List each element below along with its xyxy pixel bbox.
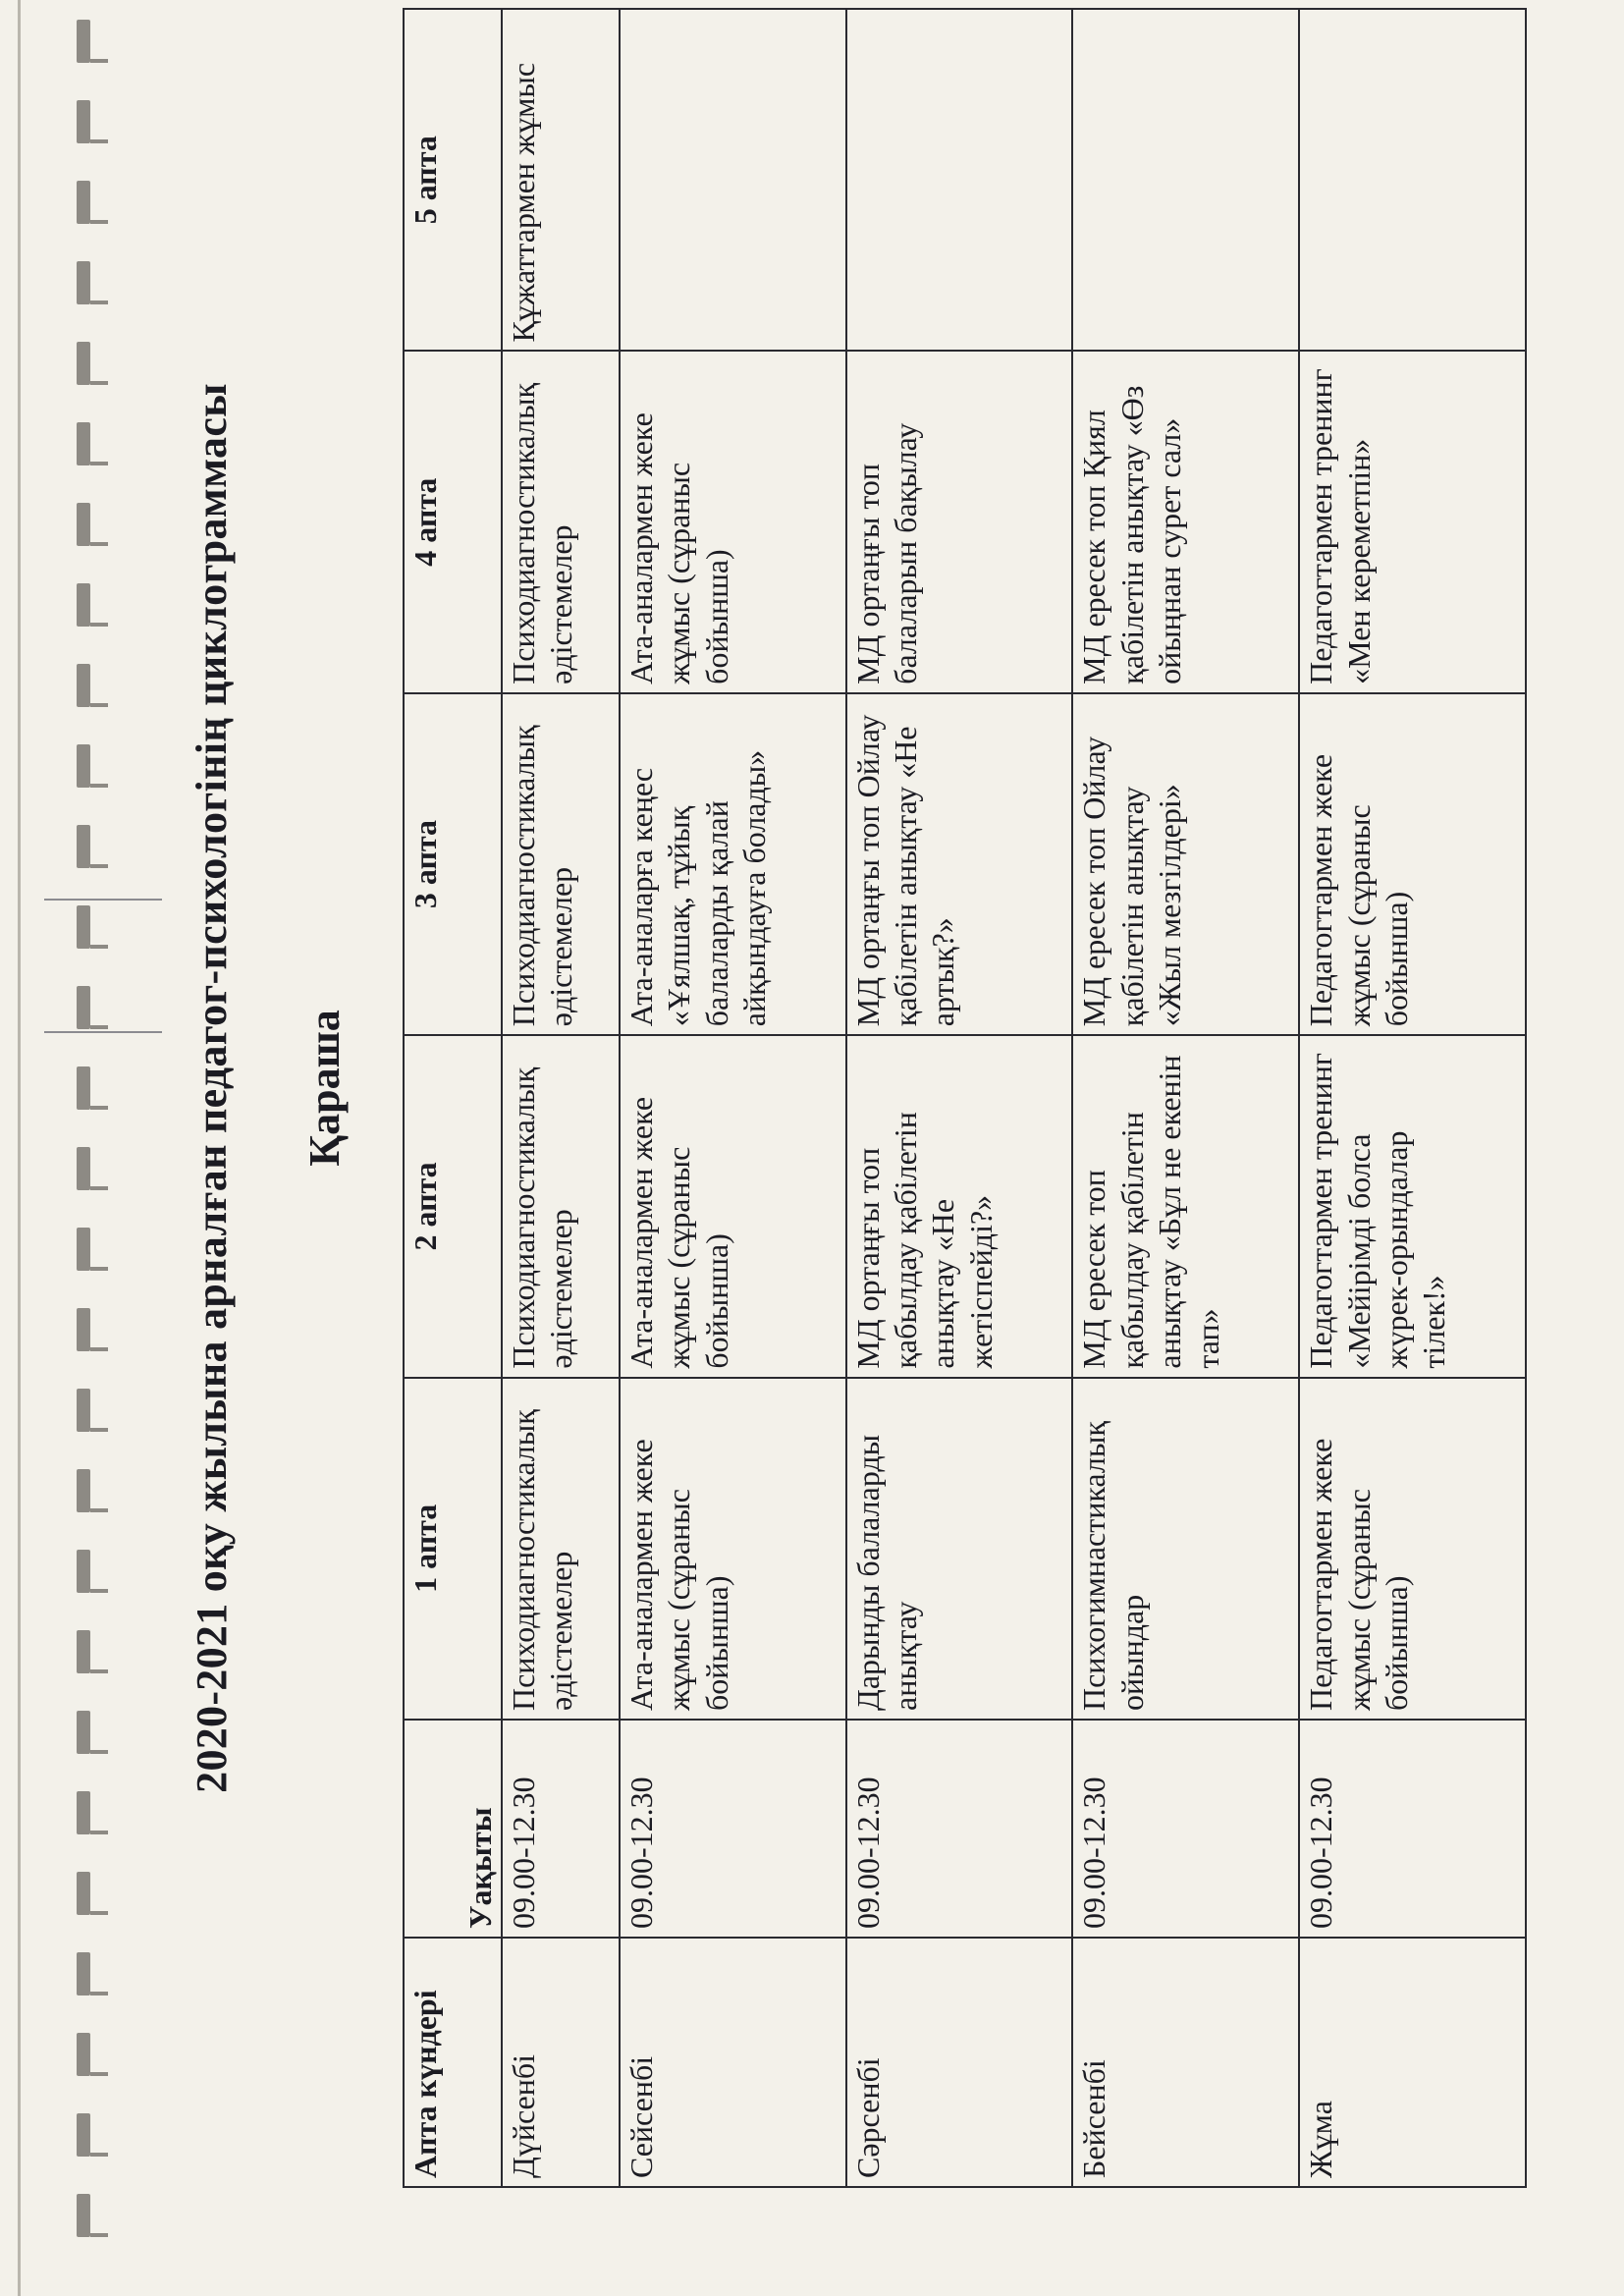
time-cell: 09.00-12.30: [502, 1720, 620, 1938]
activity-cell: Психодиагностикалық әдістемелер: [502, 351, 620, 692]
time-cell: 09.00-12.30: [620, 1720, 846, 1938]
time-cell: 09.00-12.30: [1299, 1720, 1526, 1938]
activity-cell: Педагогтармен жеке жұмыс (сұраныс бойынша): [1299, 1378, 1526, 1720]
time-cell: 09.00-12.30: [846, 1720, 1073, 1938]
activity-cell: МД ересек топ Ойлау қабілетін анықтау «Жыл мезгілдері»: [1072, 693, 1299, 1035]
activity-cell: Құжаттармен жұмыс: [502, 9, 620, 351]
day-cell: Сейсенбі: [620, 1938, 846, 2187]
day-cell: Дүйсенбі: [502, 1938, 620, 2187]
activity-cell: Ата-аналарға кеңес «Ұялшақ, тұйық балаларды қалай айқындауға болады»: [620, 693, 846, 1035]
document-month: Қараша: [300, 1010, 349, 1167]
activity-cell: МД ортаңғы топ балаларын бақылау: [846, 351, 1073, 692]
header-week-2: 2 апта: [404, 1035, 502, 1377]
header-week-4: 4 апта: [404, 351, 502, 692]
header-week-1: 1 апта: [404, 1378, 502, 1720]
activity-cell: Ата-аналармен жеке жұмыс (сұраныс бойынша): [620, 1378, 846, 1720]
activity-cell: [1072, 9, 1299, 351]
activity-cell: [620, 9, 846, 351]
table-row: [846, 9, 1073, 2187]
header-day: Апта күндері: [404, 1938, 502, 2187]
activity-cell: Психодиагностикалық әдістемелер: [502, 1378, 620, 1720]
header-week-5: 5 апта: [404, 9, 502, 351]
time-cell: 09.00-12.30: [1072, 1720, 1299, 1938]
activity-cell: Психогимнастикалық ойындар: [1072, 1378, 1299, 1720]
day-cell: Сәрсенбі: [846, 1938, 1073, 2187]
day-cell: Бейсенбі: [1072, 1938, 1299, 2187]
activity-cell: Дарынды балаларды анықтау: [846, 1378, 1073, 1720]
activity-cell: [846, 9, 1073, 351]
table-row: [502, 9, 620, 2187]
table-header-row: [404, 9, 502, 2187]
activity-cell: МД ересек топ қабылдау қабілетін анықтау «Бұл не екенін тап»: [1072, 1035, 1299, 1377]
activity-cell: МД ортаңғы топ Ойлау қабілетін анықтау «Не артық?»: [846, 693, 1073, 1035]
cyclogram-table: [403, 8, 1527, 2188]
header-time: Уақыты: [404, 1720, 502, 1938]
activity-cell: Ата-аналармен жеке жұмыс (сұраныс бойынша): [620, 1035, 846, 1377]
table-row: [1072, 9, 1299, 2187]
activity-cell: Психодиагностикалық әдістемелер: [502, 1035, 620, 1377]
header-week-3: 3 апта: [404, 693, 502, 1035]
activity-cell: [1299, 9, 1526, 351]
document-title: 2020-2021 оқу жылына арналған педагог-психологінің циклограммасы: [188, 383, 236, 1793]
activity-cell: Психодиагностикалық әдістемелер: [502, 693, 620, 1035]
table-row: [620, 9, 846, 2187]
activity-cell: Педагогтармен тренинг «Мейірімді болса жүрек-орындалар тілек!»: [1299, 1035, 1526, 1377]
activity-cell: МД ересек топ Қиял қабілетін анықтау «Өз ойыңнан сурет сал»: [1072, 351, 1299, 692]
table-row: [1299, 9, 1526, 2187]
activity-cell: Педагогтармен жеке жұмыс (сұраныс бойынша): [1299, 693, 1526, 1035]
activity-cell: Педагогтармен тренинг «Мен кереметпін»: [1299, 351, 1526, 692]
activity-cell: МД ортаңғы топ қабылдау қабілетін анықтау «Не жетіспейді?»: [846, 1035, 1073, 1377]
day-cell: Жұма: [1299, 1938, 1526, 2187]
activity-cell: Ата-аналармен жеке жұмыс (сұраныс бойынша): [620, 351, 846, 692]
